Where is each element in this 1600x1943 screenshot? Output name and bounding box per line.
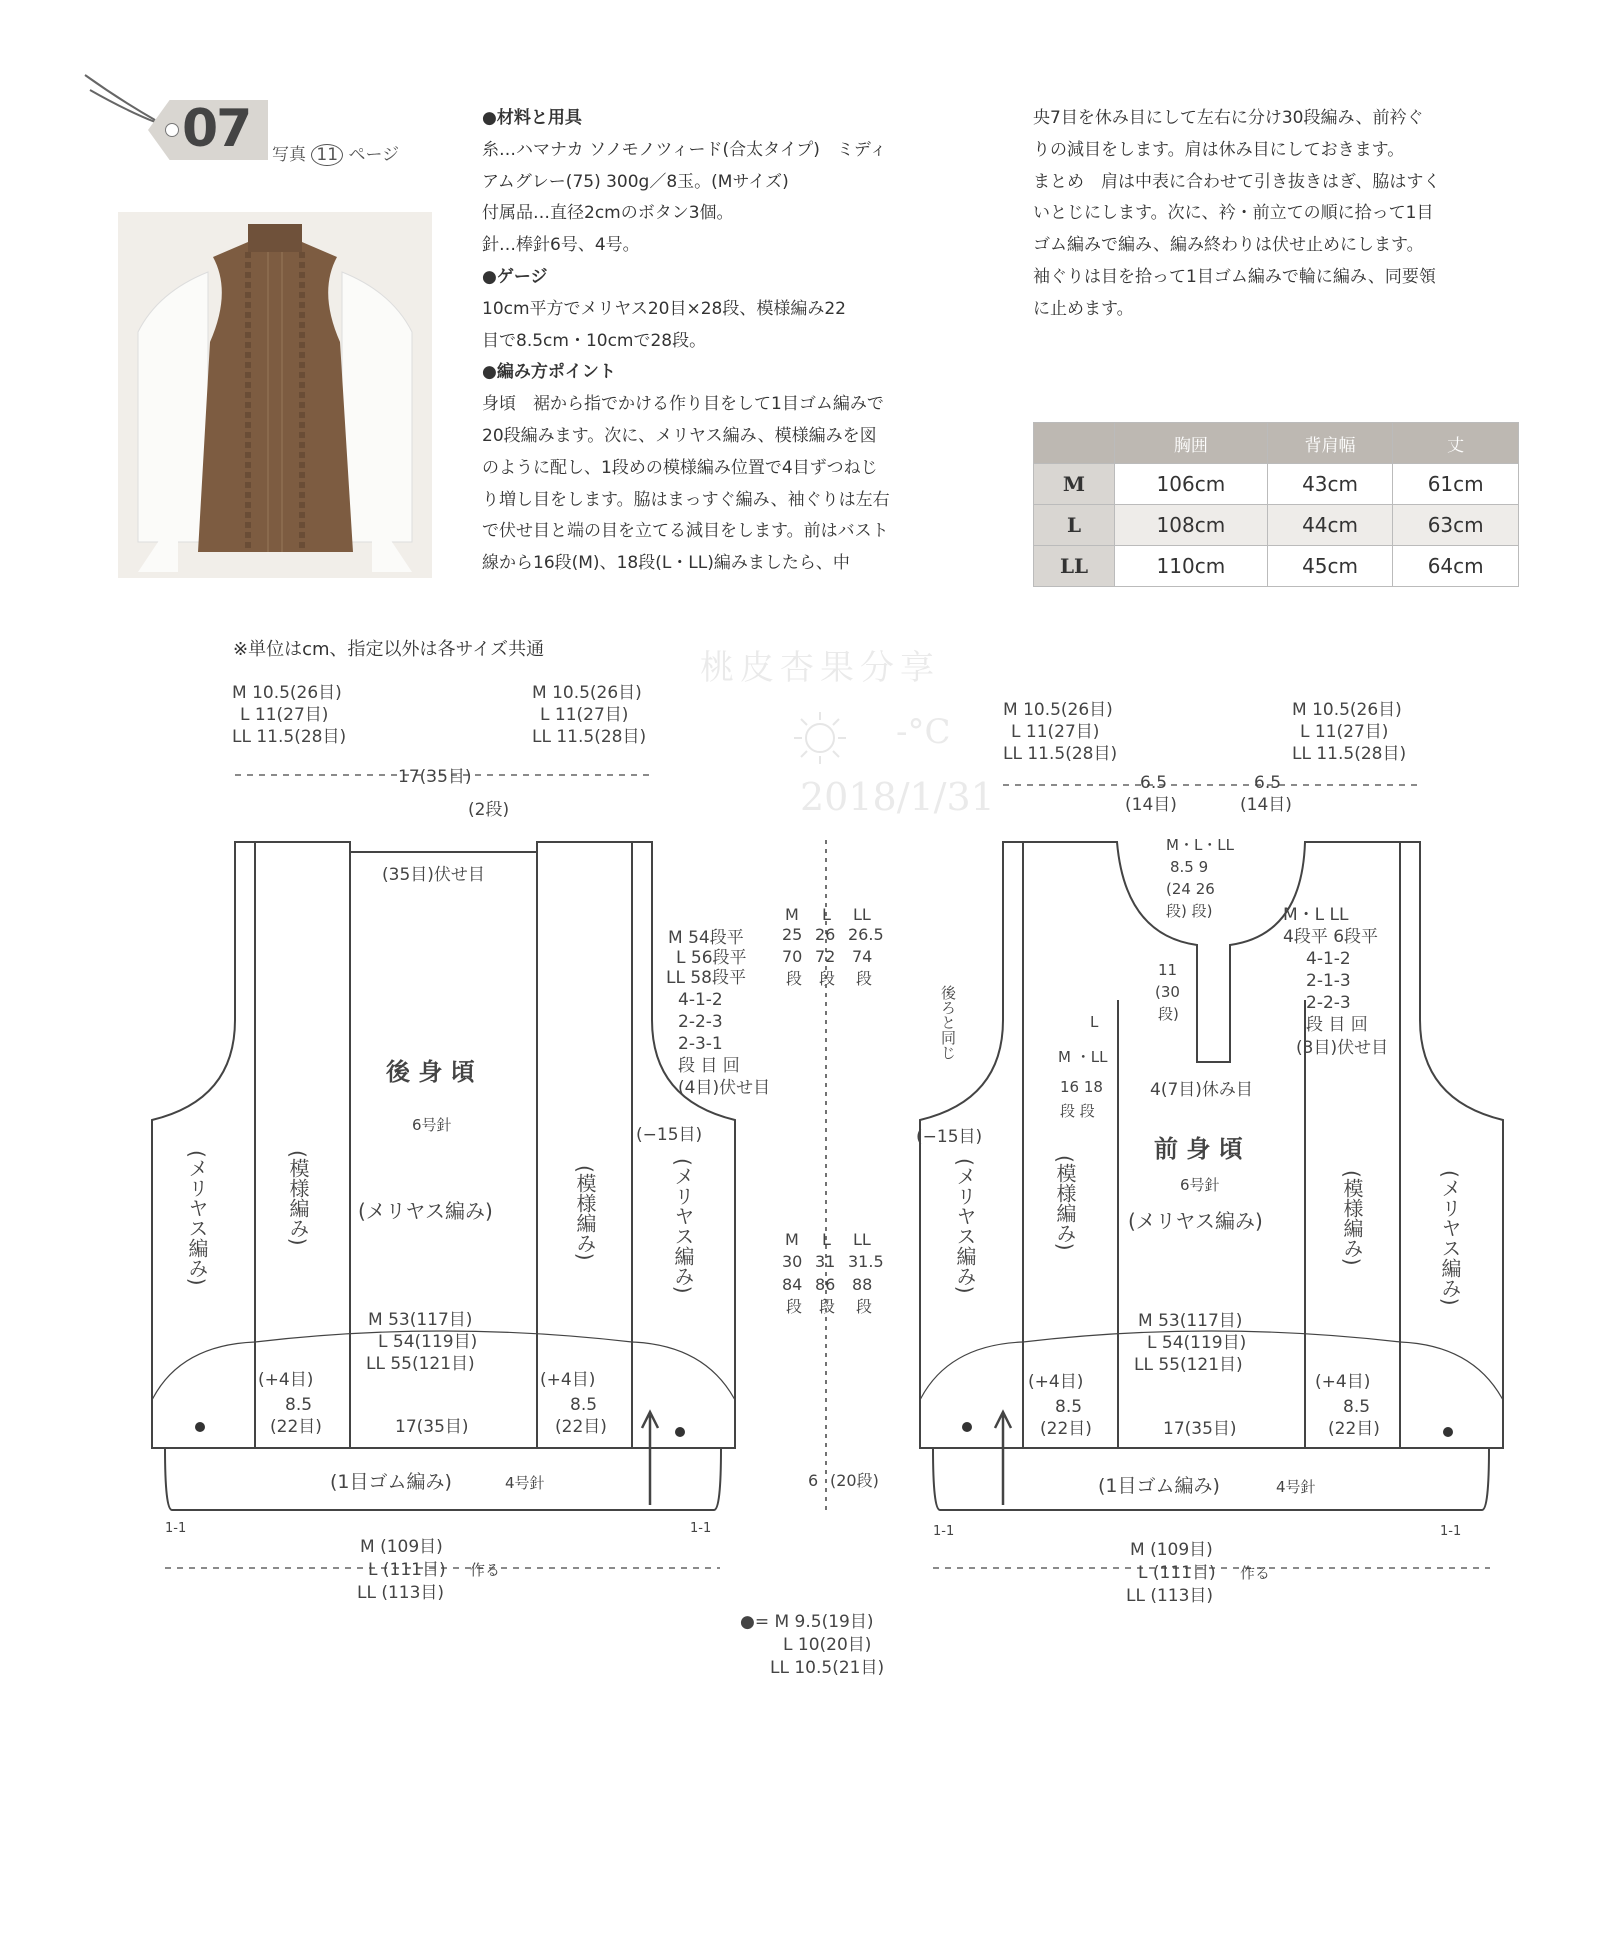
back-inc-left: (+4目) — [258, 1370, 314, 1390]
back-stitch-side-right: (メリヤス編み) — [671, 1158, 695, 1294]
body-h-m: 30 — [782, 1252, 803, 1271]
back-total-m: M 53(117目) — [368, 1310, 473, 1330]
front-stitch-side-left: (メリヤス編み) — [953, 1158, 977, 1294]
front-center-w: 17(35目) — [1163, 1419, 1237, 1439]
front-pattern-w-right: 8.5 — [1343, 1397, 1371, 1417]
front-neck-half-left: 6.5 — [1140, 773, 1168, 793]
back-cast-on-ll: LL (113目) — [357, 1583, 445, 1603]
back-neck-rows: (2段) — [468, 800, 510, 820]
shoulder-value: 43cm — [1267, 464, 1393, 505]
back-pattern-st-left: (22目) — [270, 1417, 322, 1437]
front-neck-dec-6: 段 目 回 — [1306, 1015, 1368, 1035]
back-armhole-1: M 54段平 — [668, 928, 744, 948]
watermark-line-2: -°C — [896, 712, 951, 752]
front-shoulder-w-l: L 11(27目) — [1011, 722, 1100, 742]
back-armhole-7: 段 目 回 — [678, 1056, 740, 1076]
back-cast-on-suffix: 作る — [470, 1561, 501, 1579]
marker-dot-icon — [962, 1422, 972, 1432]
back-total-ll: LL 55(121目) — [366, 1354, 475, 1374]
front-pattern-left: (模様編み) — [1053, 1155, 1077, 1251]
front-stitch-side-right: (メリヤス編み) — [1438, 1170, 1462, 1306]
instruction-line: 10cm平方でメリヤス20目×28段、模様編み22 — [482, 298, 846, 319]
armhole-rows-l: 72 — [815, 947, 836, 966]
instruction-line: 央7目を休み目にして左右に分け30段編み、前衿ぐ — [1033, 108, 1424, 128]
back-shoulder-w-l: L 11(27目) — [240, 705, 329, 725]
back-neck-width: 17(35目) — [398, 767, 472, 787]
instruction-line: ●ゲージ — [482, 266, 548, 287]
front-neck-depth-3: (24 26 — [1166, 880, 1215, 898]
armhole-rows-ll: 74 — [852, 947, 873, 966]
front-stitch-center: (メリヤス編み) — [1128, 1209, 1263, 1233]
legend-ll: LL 10.5(21目) — [770, 1658, 885, 1678]
front-ribbing: (1目ゴム編み) — [1098, 1475, 1220, 1497]
back-shoulder-w-ll-right: LL 11.5(28目) — [532, 727, 647, 747]
back-total-l: L 54(119目) — [378, 1332, 478, 1352]
front-pattern-right: (模様編み) — [1340, 1170, 1364, 1266]
instruction-line: 線から16段(M)、18段(L・LL)編みましたら、中 — [482, 553, 850, 574]
legend-m: ●= M 9.5(19目) — [740, 1612, 874, 1632]
back-armhole-8: (4目)伏せ目 — [678, 1078, 771, 1098]
instruction-line: アムグレー(75) 300g／8玉。(Mサイズ) — [482, 171, 789, 192]
back-armhole-4: 4-1-2 — [678, 990, 723, 1010]
instruction-line: のように配し、1段めの模様編み位置で4目ずつねじ — [482, 457, 878, 478]
header-shoulder: 背肩幅 — [1267, 423, 1393, 464]
front-edge-dec: (−15目) — [916, 1127, 983, 1147]
marker-dot-icon — [195, 1422, 205, 1432]
front-neck-depth-4: 段) 段) — [1166, 902, 1213, 920]
front-cast-on-suffix: 作る — [1240, 1564, 1271, 1582]
instruction-line: 付属品…直径2cmのボタン3個。 — [482, 203, 734, 224]
body-label-m: M — [785, 1230, 799, 1249]
body-rows-m: 84 — [782, 1275, 803, 1294]
front-needle: 6号針 — [1180, 1176, 1220, 1194]
back-armhole-2: L 56段平 — [676, 948, 747, 968]
back-pattern-right: (模様編み) — [573, 1165, 597, 1261]
front-cast-on-l: L (111目) — [1138, 1563, 1216, 1583]
instruction-line: に止めます。 — [1033, 298, 1134, 319]
front-inc-right: (+4目) — [1315, 1372, 1371, 1392]
back-outline — [152, 842, 735, 1510]
chest-value: 110cm — [1115, 546, 1268, 587]
front-neck-dec-1: M・L LL — [1283, 905, 1349, 925]
front-total-l: L 54(119目) — [1147, 1333, 1247, 1353]
front-neck-dec-7: (3目)伏せ目 — [1296, 1038, 1389, 1058]
size-label: L — [1034, 505, 1115, 546]
front-neck-depth-2: 8.5 9 — [1170, 858, 1209, 876]
front-total-m: M 53(117目) — [1138, 1311, 1243, 1331]
instruction-line: 針…棒針6号、4号。 — [482, 235, 640, 256]
units-note: ※単位はcm、指定以外は各サイズ共通 — [233, 639, 545, 660]
instruction-line: ●材料と用具 — [482, 108, 582, 128]
back-cast-on-m: M (109目) — [360, 1537, 443, 1557]
instruction-line: 目で8.5cm・10cmで28段。 — [482, 330, 707, 351]
front-corner-right: 1-1 — [1440, 1524, 1462, 1539]
front-total-ll: LL 55(121目) — [1134, 1355, 1243, 1375]
back-pattern-w-right: 8.5 — [570, 1395, 598, 1415]
back-ribbing-needle: 4号針 — [505, 1474, 545, 1492]
back-pattern-st-right: (22目) — [555, 1417, 607, 1437]
rib-rows: (20段) — [830, 1471, 879, 1490]
front-pattern-st-right: (22目) — [1328, 1419, 1380, 1439]
front-split-rows-3: 16 18 — [1060, 1078, 1103, 1096]
front-neck-dec-5: 2-2-3 — [1306, 993, 1351, 1013]
instruction-line: まとめ 肩は中表に合わせて引き抜きはぎ、脇はすく — [1033, 171, 1441, 192]
instruction-line: り増し目をします。脇はまっすぐ編み、袖ぐりは左右 — [482, 489, 890, 510]
back-shoulder-w-m-right: M 10.5(26目) — [532, 683, 642, 703]
body-row-unit-l: 段 — [819, 1297, 836, 1316]
back-armhole-3: LL 58段平 — [666, 968, 746, 988]
front-split-rows-1: L — [1090, 1013, 1099, 1031]
front-same-as-back: 後ろと同じ — [939, 985, 957, 1060]
front-neck-depth-1: M・L・LL — [1166, 836, 1235, 854]
back-armhole-6: 2-3-1 — [678, 1034, 723, 1054]
front-corner-left: 1-1 — [933, 1524, 955, 1539]
legend-l: L 10(20目) — [783, 1635, 872, 1655]
instruction-line: 20段編みます。次に、メリヤス編み、模様編みを図 — [482, 425, 877, 446]
marker-dot-icon — [1443, 1427, 1453, 1437]
back-shoulder-w-ll: LL 11.5(28目) — [232, 727, 347, 747]
front-title: 前 身 頃 — [1154, 1135, 1243, 1163]
front-neck-dec-4: 2-1-3 — [1306, 971, 1351, 991]
front-neck-half-st-left: (14目) — [1125, 795, 1177, 815]
back-stitch-side-left: (メリヤス編み) — [185, 1150, 209, 1286]
front-pattern-st-left: (22目) — [1040, 1419, 1092, 1439]
front-split-rows-2: M ・LL — [1058, 1048, 1108, 1066]
body-rows-ll: 88 — [852, 1275, 873, 1294]
armhole-row-unit-m: 段 — [786, 969, 803, 988]
front-pattern-w-left: 8.5 — [1055, 1397, 1083, 1417]
watermark-line-3: 2018/1/31 — [800, 775, 995, 819]
height-label-ll: LL — [853, 905, 871, 924]
back-pattern-left: (模様編み) — [286, 1150, 310, 1246]
back-shoulder-w-m: M 10.5(26目) — [232, 683, 342, 703]
front-placket-1: 11 — [1158, 961, 1178, 979]
height-label-m: M — [785, 905, 799, 924]
chest-value: 106cm — [1115, 464, 1268, 505]
body-h-l: 31 — [815, 1252, 836, 1271]
back-shoulder-w-l-right: L 11(27目) — [540, 705, 629, 725]
body-label-l: L — [822, 1230, 831, 1249]
instruction-line: 袖ぐりは目を拾って1目ゴム編みで輪に編み、同要領 — [1033, 266, 1436, 287]
front-shoulder-w-m: M 10.5(26目) — [1003, 700, 1113, 720]
chest-value: 108cm — [1115, 505, 1268, 546]
instruction-line: いとじにします。次に、衿・前立ての順に拾って1目 — [1033, 203, 1434, 224]
back-cast-on-l: L (111目) — [368, 1560, 446, 1580]
back-armhole-5: 2-2-3 — [678, 1012, 723, 1032]
header-chest: 胸囲 — [1115, 423, 1268, 464]
instruction-line: 糸…ハマナカ ソノモノツィード(合太タイプ) ミディ — [482, 139, 887, 160]
front-neck-dec-3: 4-1-2 — [1306, 949, 1351, 969]
front-ribbing-needle: 4号針 — [1276, 1478, 1316, 1496]
back-inc-right: (+4目) — [540, 1370, 596, 1390]
shoulder-value: 45cm — [1267, 546, 1393, 587]
front-placket-3: 段) — [1158, 1005, 1179, 1023]
pattern-number: 07 — [182, 99, 251, 159]
front-neck-dec-2: 4段平 6段平 — [1283, 927, 1379, 947]
body-h-ll: 31.5 — [848, 1252, 884, 1271]
back-title: 後 身 頃 — [386, 1058, 475, 1086]
armhole-h-m: 25 — [782, 925, 803, 944]
body-row-unit-m: 段 — [786, 1297, 803, 1316]
back-corner-left: 1-1 — [165, 1521, 187, 1536]
instruction-line: ゴム編みで編み、編み終わりは伏せ止めにします。 — [1033, 235, 1424, 256]
instruction-line: で伏せ目と端の目を立てる減目をします。前はバスト — [482, 521, 889, 542]
body-row-unit-ll: 段 — [856, 1297, 873, 1316]
instruction-line: りの減目をします。肩は休み目にしておきます。 — [1033, 139, 1405, 160]
marker-dot-icon — [675, 1427, 685, 1437]
back-pattern-w-left: 8.5 — [285, 1395, 313, 1415]
front-inc-left: (+4目) — [1028, 1372, 1084, 1392]
front-hold: 4(7目)休み目 — [1150, 1080, 1253, 1100]
header-length: 丈 — [1393, 423, 1519, 464]
size-label: M — [1034, 464, 1115, 505]
length-value: 63cm — [1393, 505, 1519, 546]
armhole-h-l: 26 — [815, 925, 836, 944]
body-label-ll: LL — [853, 1230, 871, 1249]
front-shoulder-w-ll-right: LL 11.5(28目) — [1292, 744, 1407, 764]
body-rows-l: 86 — [815, 1275, 836, 1294]
front-neck-half-st-right: (14目) — [1240, 795, 1292, 815]
photo-ref-number: 11 — [311, 144, 343, 166]
back-corner-right: 1-1 — [690, 1521, 712, 1536]
length-value: 61cm — [1393, 464, 1519, 505]
back-stitch-center: (メリヤス編み) — [358, 1199, 493, 1223]
instruction-line: ●編み方ポイント — [482, 362, 616, 383]
rib-height: 6 — [808, 1471, 819, 1490]
armhole-row-unit-l: 段 — [819, 969, 836, 988]
front-shoulder-w-l-right: L 11(27目) — [1300, 722, 1389, 742]
size-label: LL — [1034, 546, 1115, 587]
shoulder-value: 44cm — [1267, 505, 1393, 546]
photo-ref-suffix: ページ — [348, 145, 400, 165]
front-cast-on-ll: LL (113目) — [1126, 1586, 1214, 1606]
armhole-row-unit-ll: 段 — [856, 969, 873, 988]
front-placket-2: (30 — [1155, 983, 1180, 1001]
front-split-rows-4: 段 段 — [1060, 1102, 1095, 1120]
front-neck-half-right: 6.5 — [1254, 773, 1282, 793]
back-ribbing: (1目ゴム編み) — [330, 1471, 452, 1493]
front-shoulder-w-ll: LL 11.5(28目) — [1003, 744, 1118, 764]
length-value: 64cm — [1393, 546, 1519, 587]
photo-ref-prefix: 写真 — [272, 145, 306, 165]
back-bind-off: (35目)伏せ目 — [382, 865, 485, 885]
armhole-h-ll: 26.5 — [848, 925, 884, 944]
front-shoulder-w-m-right: M 10.5(26目) — [1292, 700, 1402, 720]
instruction-line: 身頃 裾から指でかける作り目をして1目ゴム編みで — [482, 394, 884, 415]
watermark-line-1: 桃皮杏果分享 — [700, 648, 940, 688]
back-edge-dec: (−15目) — [636, 1125, 703, 1145]
front-cast-on-m: M (109目) — [1130, 1540, 1213, 1560]
height-label-l: L — [822, 905, 831, 924]
back-center-w: 17(35目) — [395, 1417, 469, 1437]
armhole-rows-m: 70 — [782, 947, 803, 966]
back-needle: 6号針 — [412, 1116, 452, 1134]
